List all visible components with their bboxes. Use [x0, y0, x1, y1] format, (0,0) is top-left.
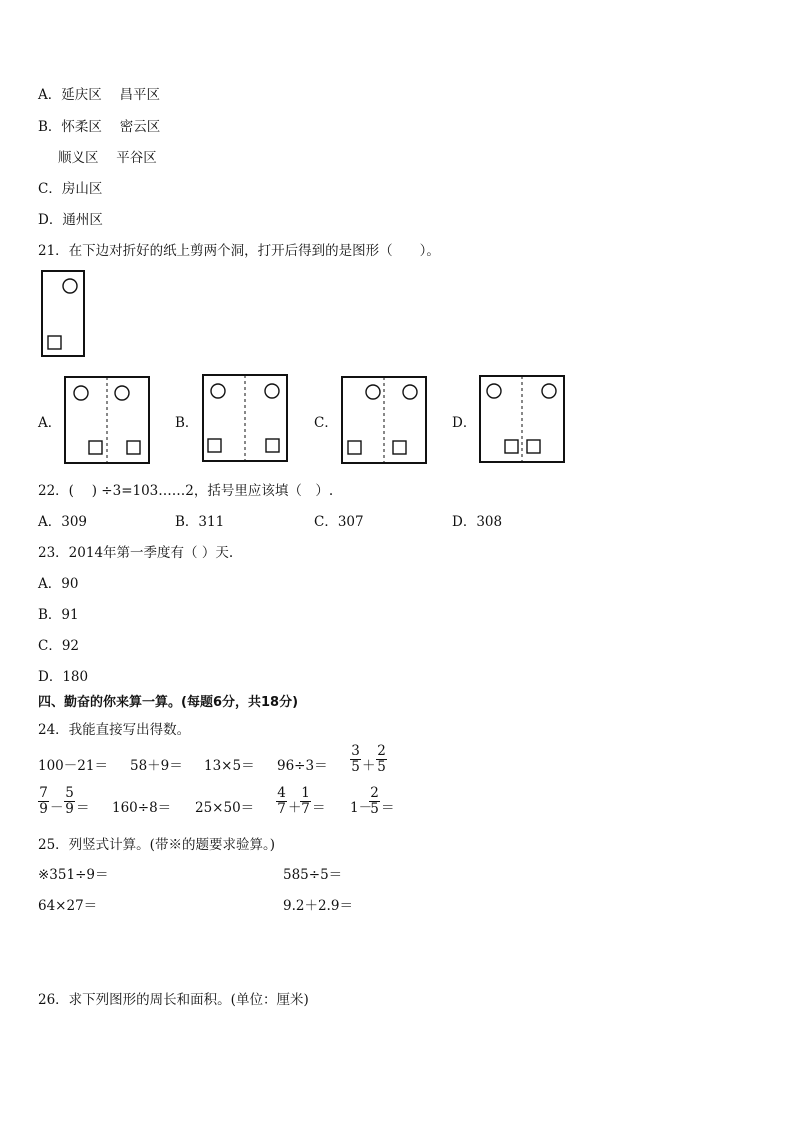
q21-option-d-figure: [478, 374, 566, 464]
q25-item-2: 585÷5＝: [283, 867, 343, 883]
q24-expr-3: 13×5＝: [204, 758, 255, 774]
q22-option-b: B．311: [175, 514, 225, 530]
q24-frac-1-7: [300, 786, 311, 817]
q20-option-d: D．通州区: [38, 212, 103, 228]
q21-question: 21．在下边对折好的纸上剪两个洞，打开后得到的是图形（ ）。: [38, 243, 440, 259]
q22-question: 22．( ) ÷3=103……2，括号里应该填（ ）.: [38, 483, 334, 499]
section-4-title: 四、勤奋的你来算一算。(每题6分，共18分): [38, 695, 299, 710]
q20-option-b: B．怀柔区 密云区: [38, 119, 161, 135]
denominator: 9: [65, 801, 74, 817]
q24-frac-3-5: [350, 744, 361, 775]
numerator: 7: [39, 785, 48, 801]
q21-option-b-figure: [201, 373, 289, 463]
q24-op-plus-2: ＋: [288, 800, 302, 816]
q24-equals: ＝: [76, 800, 90, 816]
q24-frac-5-9: [64, 786, 75, 817]
q25-item-1: ※351÷9＝: [38, 867, 109, 883]
q21-label-b: B．: [175, 415, 199, 431]
numerator: 2: [377, 743, 386, 759]
q24-one-minus: 1－: [350, 800, 373, 816]
q23-option-c: C．92: [38, 638, 80, 654]
q24-op-minus: －: [50, 800, 64, 816]
q21-label-d: D．: [452, 415, 477, 431]
q24-frac-2-5-b: [369, 786, 380, 817]
q24-expr-4: 96÷3＝: [277, 758, 328, 774]
q22-option-a: A．309: [38, 514, 88, 530]
q24-expr-160-8: 160÷8＝: [112, 800, 172, 816]
q25-question: 25．列竖式计算。(带※的题要求验算。): [38, 837, 275, 853]
q22-option-d: D．308: [452, 514, 503, 530]
q25-item-3: 64×27＝: [38, 898, 98, 914]
q24-question: 24．我能直接写出得数。: [38, 722, 191, 738]
q23-option-d: D．180: [38, 669, 89, 685]
numerator: 3: [351, 743, 360, 759]
q24-op-plus: ＋: [362, 758, 376, 774]
numerator: 1: [301, 785, 310, 801]
q24-equals-3: ＝: [381, 800, 395, 816]
denominator: 7: [301, 801, 310, 817]
q24-expr-25-50: 25×50＝: [195, 800, 255, 816]
q24-frac-4-7: [276, 786, 287, 817]
denominator: 5: [351, 759, 360, 775]
q23-option-a: A．90: [38, 576, 79, 592]
numerator: 4: [277, 785, 286, 801]
numerator: 5: [65, 785, 74, 801]
q22-option-c: C．307: [314, 514, 364, 530]
q24-expr-1: 100－21＝: [38, 758, 108, 774]
denominator: 5: [370, 801, 379, 817]
q23-question: 23．2014年第一季度有（ ）天.: [38, 545, 234, 561]
q21-option-a-figure: [63, 375, 151, 465]
q24-expr-2: 58＋9＝: [130, 758, 183, 774]
q24-frac-7-9: [38, 786, 49, 817]
q21-option-c-figure: [340, 375, 428, 465]
folded-paper-figure: [38, 268, 88, 360]
q24-frac-2-5: [376, 744, 387, 775]
denominator: 9: [39, 801, 48, 817]
q21-label-c: C．: [314, 415, 338, 431]
numerator: 2: [370, 785, 379, 801]
q20-option-a: A．延庆区 昌平区: [38, 87, 161, 103]
denominator: 7: [277, 801, 286, 817]
q24-equals-2: ＝: [312, 800, 326, 816]
denominator: 5: [377, 759, 386, 775]
q26-question: 26．求下列图形的周长和面积。(单位：厘米): [38, 992, 309, 1008]
q25-item-4: 9.2＋2.9＝: [283, 898, 353, 914]
q21-label-a: A．: [38, 415, 62, 431]
q20-option-c: C．房山区: [38, 181, 103, 197]
q23-option-b: B．91: [38, 607, 79, 623]
q20-option-b-line2: 顺义区 平谷区: [58, 150, 157, 166]
